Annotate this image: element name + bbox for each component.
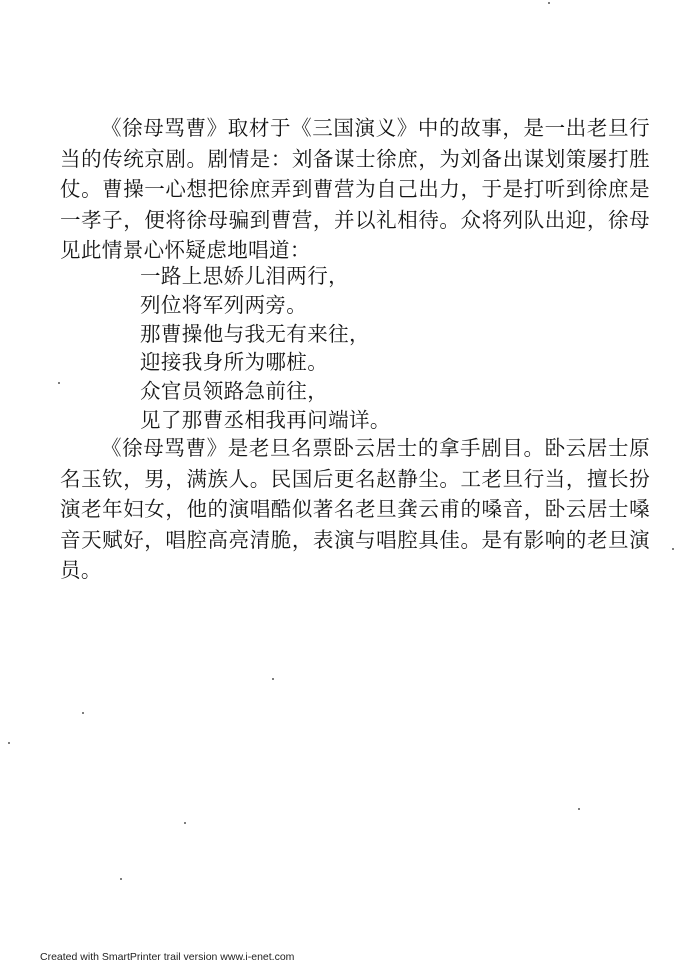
scan-speck: [672, 548, 674, 550]
scan-speck: [184, 822, 186, 824]
verse-line: 一路上思娇儿泪两行，: [140, 264, 349, 288]
scan-speck: [58, 382, 60, 384]
verse-line: 众官员领路急前往，: [140, 379, 329, 404]
verse-line: 见了那曹丞相我再问端详。: [140, 407, 391, 432]
verse-line: 列位将军列两旁。: [140, 292, 308, 317]
verse-line: 迎接我身所为哪桩。: [140, 350, 329, 375]
verse-lyrics: [140, 262, 391, 435]
scan-speck: [120, 878, 122, 880]
watermark-footer: Created with SmartPrinter trail version www.i-enet.com: [40, 951, 295, 963]
scan-speck: [272, 678, 274, 680]
scan-speck: [548, 2, 550, 4]
scan-speck: [8, 742, 10, 744]
paragraph-intro: 《徐母骂曹》取材于《三国演义》中的故事，是一出老旦行当的传统京剧。剧情是：刘备谋士徐庶，为刘备出谋划策屡打胜仗。曹操一心想把徐庶弄到曹营为自己出力，于是打听到徐庶是一孝子，便将徐母骗到曹营，并以礼相待。众将列队出迎，徐母见此情景心怀疑虑地唱道：: [60, 116, 650, 262]
verse-line: 那曹操他与我无有来往，: [140, 321, 370, 346]
scan-speck: [82, 712, 84, 714]
scan-speck: [578, 808, 580, 810]
paragraph-performer: 《徐母骂曹》是老旦名票卧云居士的拿手剧目。卧云居士原名玉钦，男，满族人。民国后更名赵静尘。工老旦行当，擅长扮演老年妇女，他的演唱酷似著名老旦龚云甫的嗓音，卧云居士嗓音天赋好，唱腔高亮清脆，表演与唱腔具佳。是有影响的老旦演员。: [60, 436, 650, 582]
